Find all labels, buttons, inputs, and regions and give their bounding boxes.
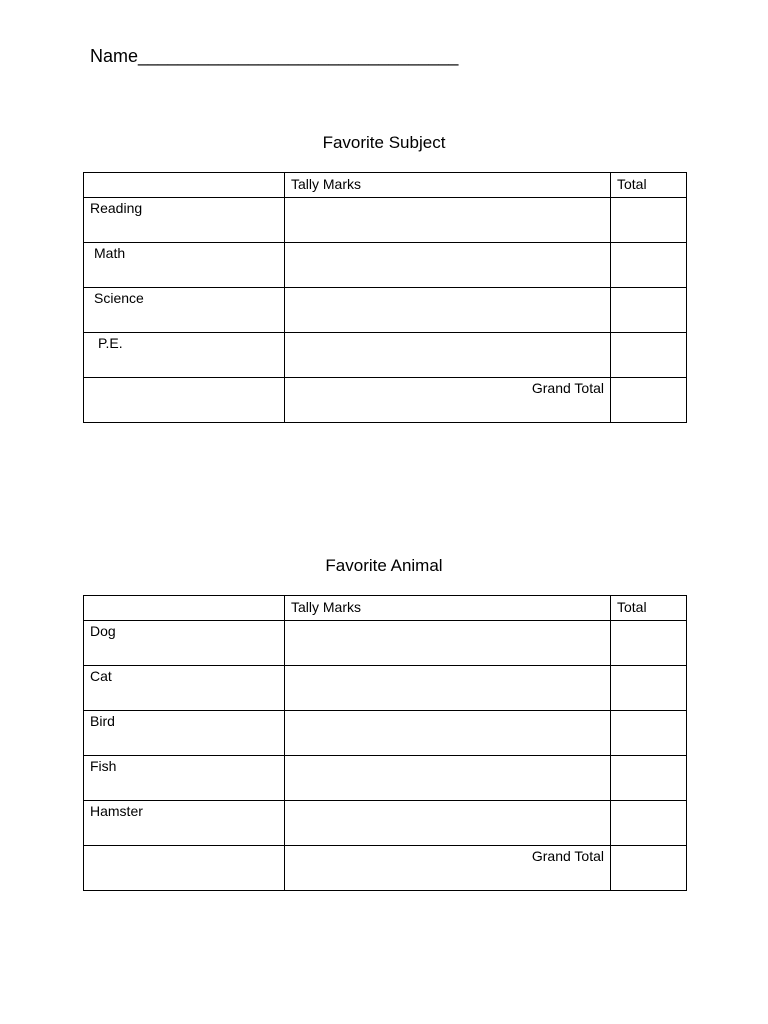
row-label: Cat (84, 666, 285, 711)
grand-total-label: Grand Total (285, 378, 611, 423)
table-row (84, 288, 687, 333)
tally-cell[interactable] (285, 801, 611, 846)
tally-cell[interactable] (285, 711, 611, 756)
table-row (84, 198, 687, 243)
grand-total-blank-cell (84, 846, 285, 891)
name-field[interactable]: Name________________________________ (90, 46, 459, 66)
row-label: Reading (84, 198, 285, 243)
total-cell[interactable] (611, 711, 687, 756)
row-label: Science (84, 288, 285, 333)
tally-cell[interactable] (285, 621, 611, 666)
tally-cell[interactable] (285, 333, 611, 378)
total-cell[interactable] (611, 801, 687, 846)
grand-total-blank-cell (84, 378, 285, 423)
tally-marks-header: Tally Marks (285, 596, 611, 621)
tally-cell[interactable] (285, 243, 611, 288)
header-blank-cell (84, 596, 285, 621)
grand-total-cell[interactable] (611, 378, 687, 423)
total-cell[interactable] (611, 621, 687, 666)
table-row (84, 666, 687, 711)
grand-total-row (84, 378, 687, 423)
total-header: Total (611, 173, 687, 198)
subject-tally-table (83, 172, 687, 423)
table-row (84, 333, 687, 378)
row-label: Bird (84, 711, 285, 756)
tally-cell[interactable] (285, 198, 611, 243)
total-header: Total (611, 596, 687, 621)
total-cell[interactable] (611, 198, 687, 243)
animal-table-title: Favorite Animal (325, 556, 443, 575)
total-cell[interactable] (611, 666, 687, 711)
total-cell[interactable] (611, 756, 687, 801)
tally-marks-header: Tally Marks (285, 173, 611, 198)
row-label: Math (84, 243, 285, 288)
tally-cell[interactable] (285, 288, 611, 333)
table-row (84, 711, 687, 756)
tally-cell[interactable] (285, 666, 611, 711)
animal-tally-table (83, 595, 687, 891)
row-label: Hamster (84, 801, 285, 846)
grand-total-row (84, 846, 687, 891)
row-label: Fish (84, 756, 285, 801)
tally-cell[interactable] (285, 756, 611, 801)
row-label: Dog (84, 621, 285, 666)
subject-table-title: Favorite Subject (322, 133, 446, 152)
table-header-row (84, 596, 687, 621)
grand-total-label: Grand Total (285, 846, 611, 891)
header-blank-cell (84, 173, 285, 198)
table-row (84, 756, 687, 801)
total-cell[interactable] (611, 288, 687, 333)
total-cell[interactable] (611, 243, 687, 288)
table-row (84, 243, 687, 288)
total-cell[interactable] (611, 333, 687, 378)
row-label: P.E. (84, 333, 285, 378)
table-header-row (84, 173, 687, 198)
grand-total-cell[interactable] (611, 846, 687, 891)
table-row (84, 621, 687, 666)
table-row (84, 801, 687, 846)
